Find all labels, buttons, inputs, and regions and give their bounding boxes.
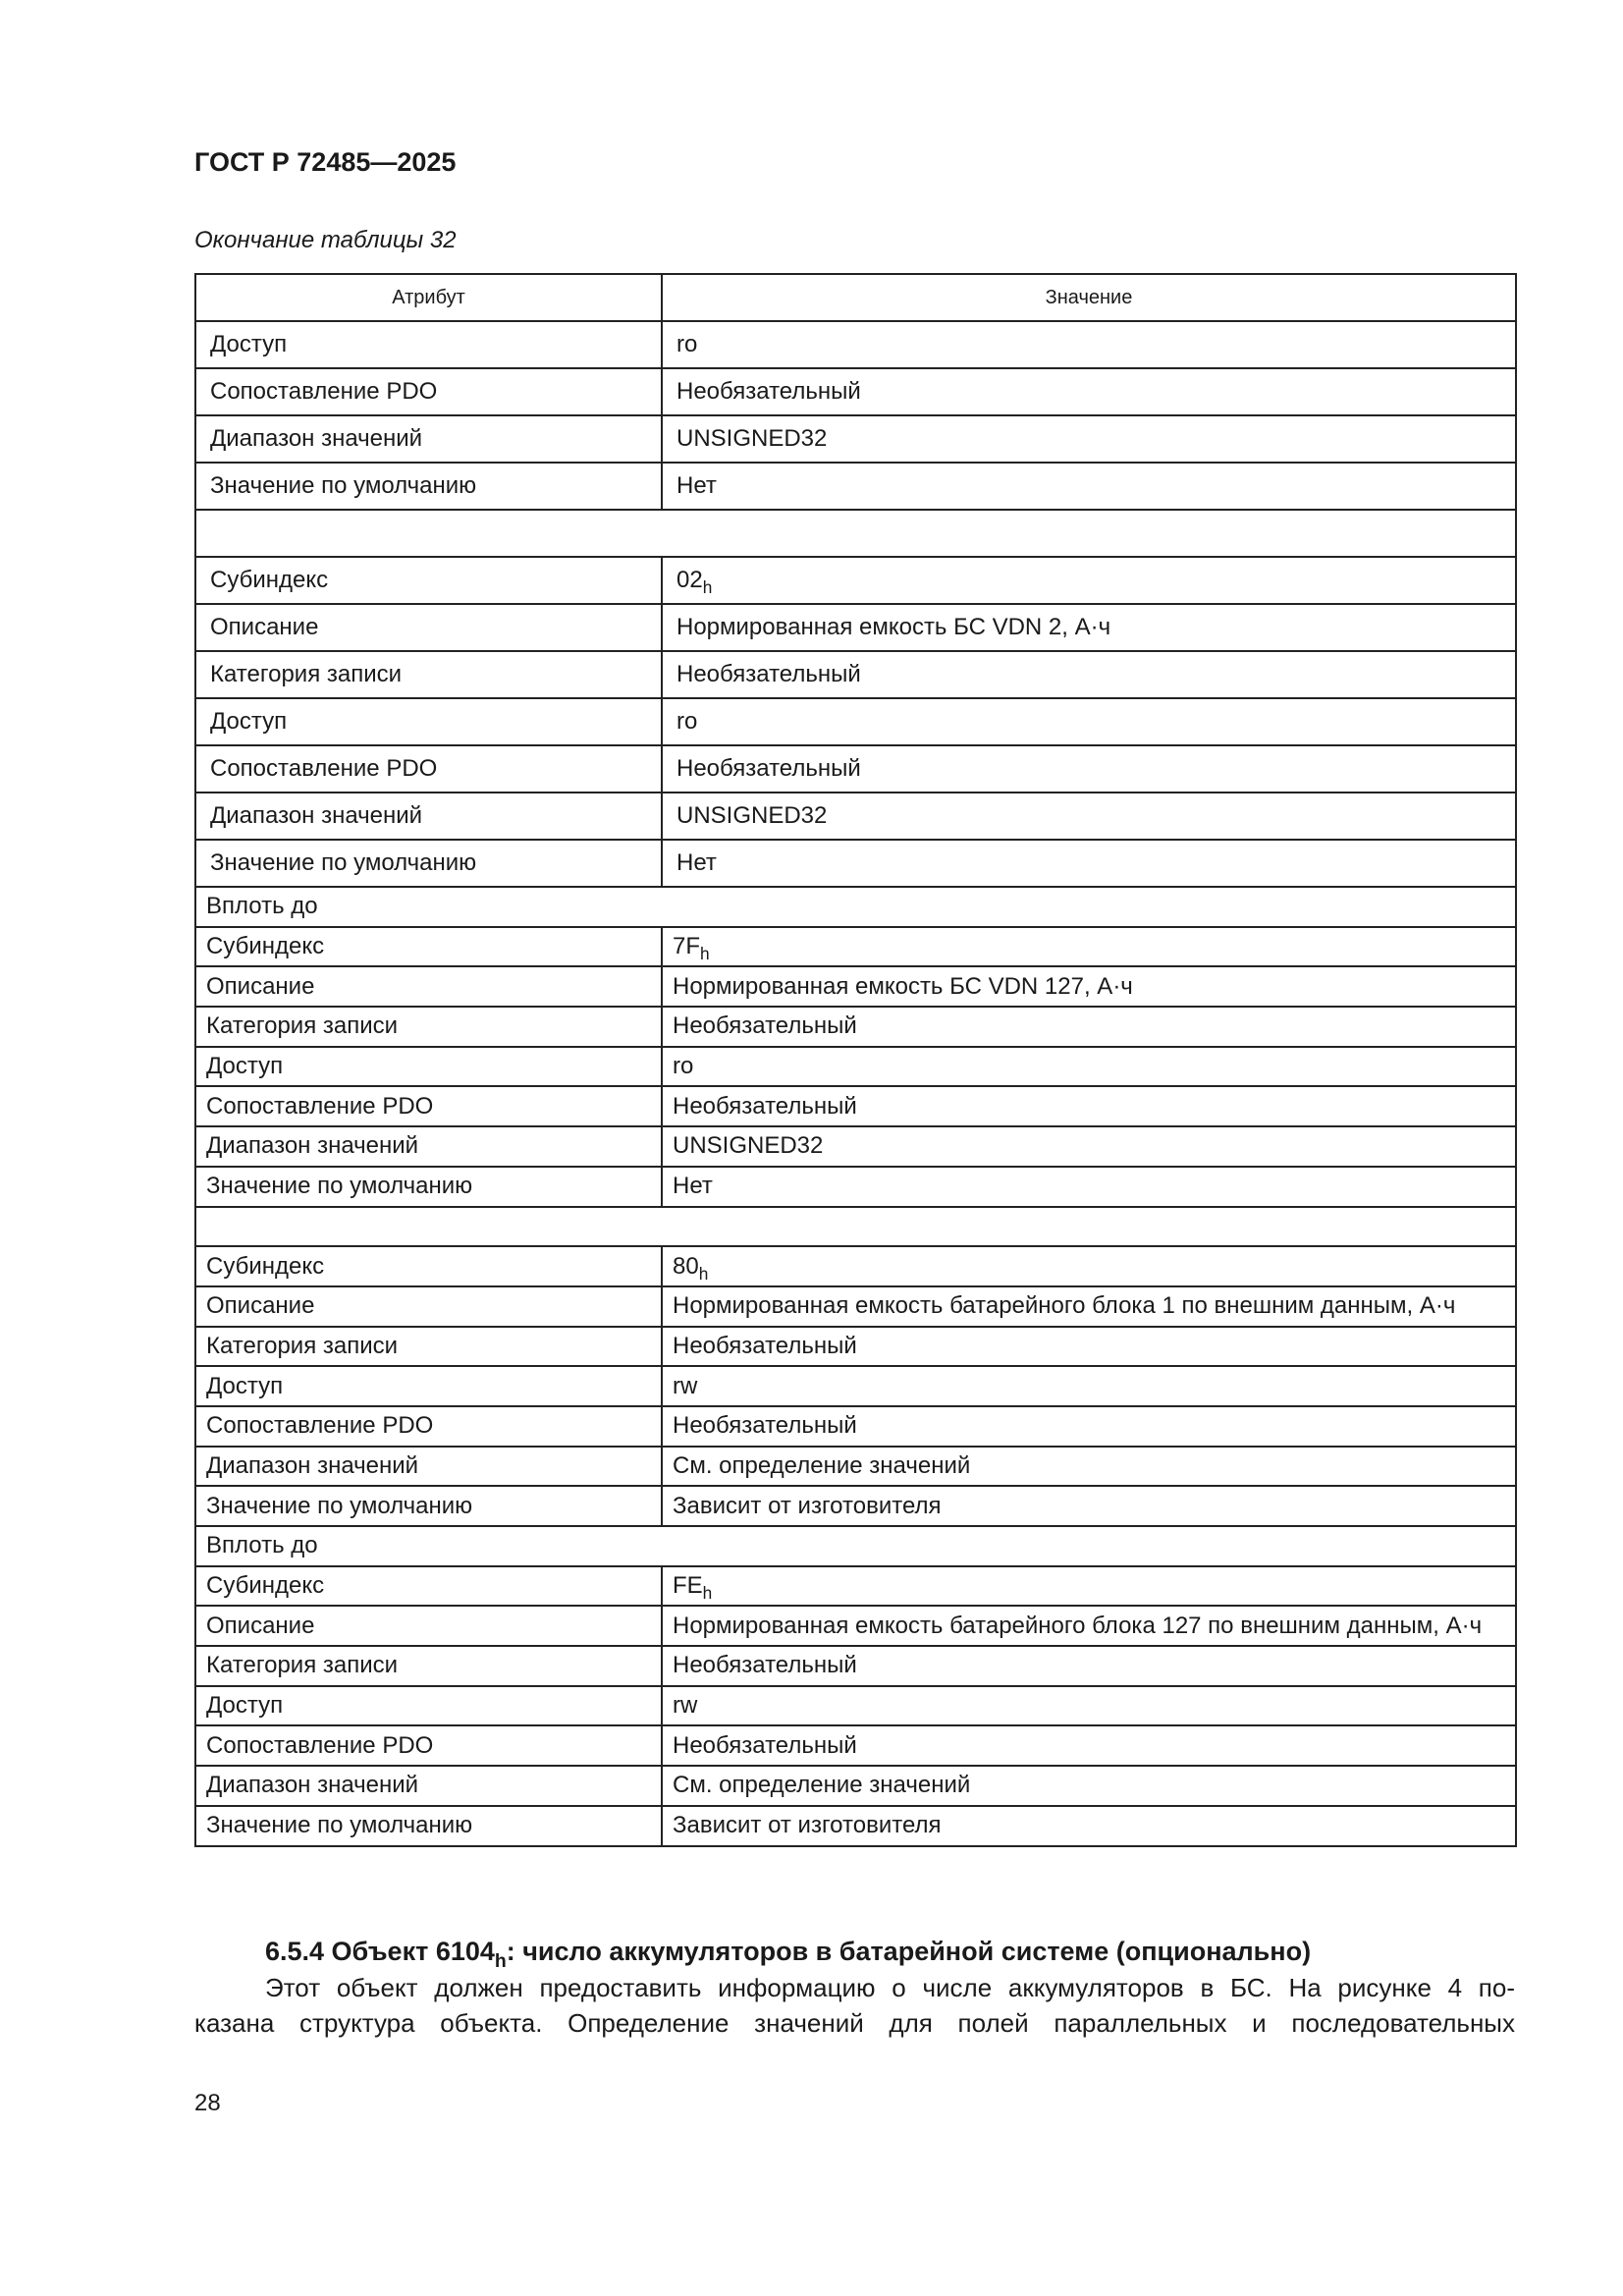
separator-row <box>195 1207 1516 1247</box>
value-cell: Необязательный <box>662 1406 1516 1447</box>
value-cell: Необязательный <box>662 1086 1516 1126</box>
table-row <box>195 698 1516 745</box>
table-row <box>195 1686 1516 1726</box>
table-row <box>195 1327 1516 1367</box>
table-row <box>195 1447 1516 1487</box>
value-cell: rw <box>662 1366 1516 1406</box>
table-row <box>195 1486 1516 1526</box>
attribute-cell: Доступ <box>195 1366 662 1406</box>
attribute-cell: Категория записи <box>195 1646 662 1686</box>
paragraph-line-1: Этот объект должен предоставить информацию о числе аккумуляторов в БС. На рисунке 4 по- <box>265 1973 1515 2002</box>
attribute-cell: Диапазон значений <box>195 415 662 463</box>
empty-cell <box>195 1207 1516 1247</box>
table-row <box>195 463 1516 510</box>
value-main: FE <box>673 1572 703 1600</box>
value-cell: Необязательный <box>662 1725 1516 1766</box>
table-body <box>195 321 1516 1846</box>
attribute-cell: Субиндекс <box>195 1246 662 1286</box>
span-cell: Вплоть до <box>195 1526 1516 1566</box>
column-header-attribute: Атрибут <box>195 274 662 321</box>
span-cell: Вплоть до <box>195 887 1516 927</box>
attribute-cell: Доступ <box>195 698 662 745</box>
value-subscript: h <box>698 1263 709 1284</box>
attribute-cell: Значение по умолчанию <box>195 1486 662 1526</box>
table-row <box>195 1286 1516 1327</box>
table-row <box>195 1086 1516 1126</box>
section-paragraph <box>194 1970 1515 2041</box>
attribute-cell: Диапазон значений <box>195 1447 662 1487</box>
attribute-cell: Сопоставление PDO <box>195 745 662 793</box>
value-cell: ro <box>662 1047 1516 1087</box>
table-caption: Окончание таблицы 32 <box>194 227 457 253</box>
table-row <box>195 604 1516 651</box>
table-row <box>195 1766 1516 1806</box>
paragraph-line-2: казана структура объекта. Определение значений для полей параллельных и последовательных <box>194 2008 1515 2038</box>
table-row <box>195 840 1516 887</box>
attribute-cell: Описание <box>195 1606 662 1646</box>
section-heading-subscript: h <box>494 1949 507 1972</box>
table-row <box>195 1606 1516 1646</box>
table-row <box>195 651 1516 698</box>
attribute-cell: Значение по умолчанию <box>195 1167 662 1207</box>
table-row <box>195 1566 1516 1607</box>
attribute-cell: Категория записи <box>195 651 662 698</box>
value-cell: Необязательный <box>662 1646 1516 1686</box>
value-cell <box>662 927 1516 967</box>
table-header-row <box>195 274 1516 321</box>
empty-cell <box>195 510 1516 557</box>
value-cell: Нормированная емкость БС VDN 127, А·ч <box>662 966 1516 1007</box>
value-subscript: h <box>700 944 710 964</box>
separator-row <box>195 510 1516 557</box>
attribute-cell: Сопоставление PDO <box>195 368 662 415</box>
value-cell: Нормированная емкость батарейного блока 127 по внешним данным, А·ч <box>662 1606 1516 1646</box>
attribute-table <box>194 273 1517 1847</box>
table-row <box>195 1047 1516 1087</box>
attribute-cell: Субиндекс <box>195 557 662 604</box>
span-row <box>195 1526 1516 1566</box>
attribute-cell: Сопоставление PDO <box>195 1406 662 1447</box>
table-row <box>195 321 1516 368</box>
value-cell: Необязательный <box>662 745 1516 793</box>
table-row <box>195 745 1516 793</box>
attribute-cell: Значение по умолчанию <box>195 840 662 887</box>
table-row <box>195 1126 1516 1167</box>
table-row <box>195 966 1516 1007</box>
table-row <box>195 1246 1516 1286</box>
table-row <box>195 1167 1516 1207</box>
table-row <box>195 415 1516 463</box>
value-cell: Нет <box>662 840 1516 887</box>
table-row <box>195 1007 1516 1047</box>
attribute-cell: Диапазон значений <box>195 1766 662 1806</box>
attribute-cell: Значение по умолчанию <box>195 463 662 510</box>
table-row <box>195 368 1516 415</box>
attribute-cell: Доступ <box>195 1686 662 1726</box>
table-row <box>195 1806 1516 1846</box>
value-subscript: h <box>702 1583 713 1604</box>
section-heading <box>265 1937 1312 1972</box>
attribute-cell: Диапазон значений <box>195 793 662 840</box>
section-heading-prefix: 6.5.4 Объект 6104 <box>265 1937 495 1966</box>
table-row <box>195 557 1516 604</box>
attribute-cell: Субиндекс <box>195 927 662 967</box>
value-cell: Необязательный <box>662 1007 1516 1047</box>
value-cell: Нормированная емкость батарейного блока 1 по внешним данным, А·ч <box>662 1286 1516 1327</box>
value-cell: UNSIGNED32 <box>662 793 1516 840</box>
value-cell: Нет <box>662 463 1516 510</box>
attribute-cell: Описание <box>195 1286 662 1327</box>
attribute-cell: Категория записи <box>195 1007 662 1047</box>
attribute-cell: Сопоставление PDO <box>195 1725 662 1766</box>
value-cell: См. определение значений <box>662 1447 1516 1487</box>
value-cell: См. определение значений <box>662 1766 1516 1806</box>
value-cell <box>662 1246 1516 1286</box>
table-row <box>195 1725 1516 1766</box>
section-heading-suffix: : число аккумуляторов в батарейной системе (опционально) <box>506 1937 1312 1966</box>
value-subscript: h <box>702 577 713 598</box>
table-row <box>195 927 1516 967</box>
value-cell: UNSIGNED32 <box>662 415 1516 463</box>
attribute-cell: Значение по умолчанию <box>195 1806 662 1846</box>
page-number: 28 <box>194 2090 221 2116</box>
attribute-cell: Сопоставление PDO <box>195 1086 662 1126</box>
value-cell: ro <box>662 698 1516 745</box>
value-cell <box>662 1566 1516 1607</box>
value-cell: Зависит от изготовителя <box>662 1806 1516 1846</box>
value-cell: Зависит от изготовителя <box>662 1486 1516 1526</box>
value-main: 02 <box>676 567 703 593</box>
table-row <box>195 1366 1516 1406</box>
value-main: 7F <box>673 933 701 960</box>
attribute-cell: Описание <box>195 966 662 1007</box>
attribute-cell: Категория записи <box>195 1327 662 1367</box>
table-row <box>195 793 1516 840</box>
value-main: 80 <box>673 1252 699 1280</box>
span-row <box>195 887 1516 927</box>
value-cell: Необязательный <box>662 651 1516 698</box>
value-cell: Необязательный <box>662 368 1516 415</box>
table-row <box>195 1406 1516 1447</box>
value-cell: Необязательный <box>662 1327 1516 1367</box>
value-cell: UNSIGNED32 <box>662 1126 1516 1167</box>
value-cell <box>662 557 1516 604</box>
value-cell: ro <box>662 321 1516 368</box>
attribute-cell: Доступ <box>195 321 662 368</box>
document-id: ГОСТ Р 72485—2025 <box>194 147 457 177</box>
column-header-value: Значение <box>662 274 1516 321</box>
value-cell: Нет <box>662 1167 1516 1207</box>
attribute-cell: Субиндекс <box>195 1566 662 1607</box>
attribute-cell: Описание <box>195 604 662 651</box>
attribute-cell: Диапазон значений <box>195 1126 662 1167</box>
attribute-cell: Доступ <box>195 1047 662 1087</box>
table-row <box>195 1646 1516 1686</box>
value-cell: Нормированная емкость БС VDN 2, А·ч <box>662 604 1516 651</box>
value-cell: rw <box>662 1686 1516 1726</box>
